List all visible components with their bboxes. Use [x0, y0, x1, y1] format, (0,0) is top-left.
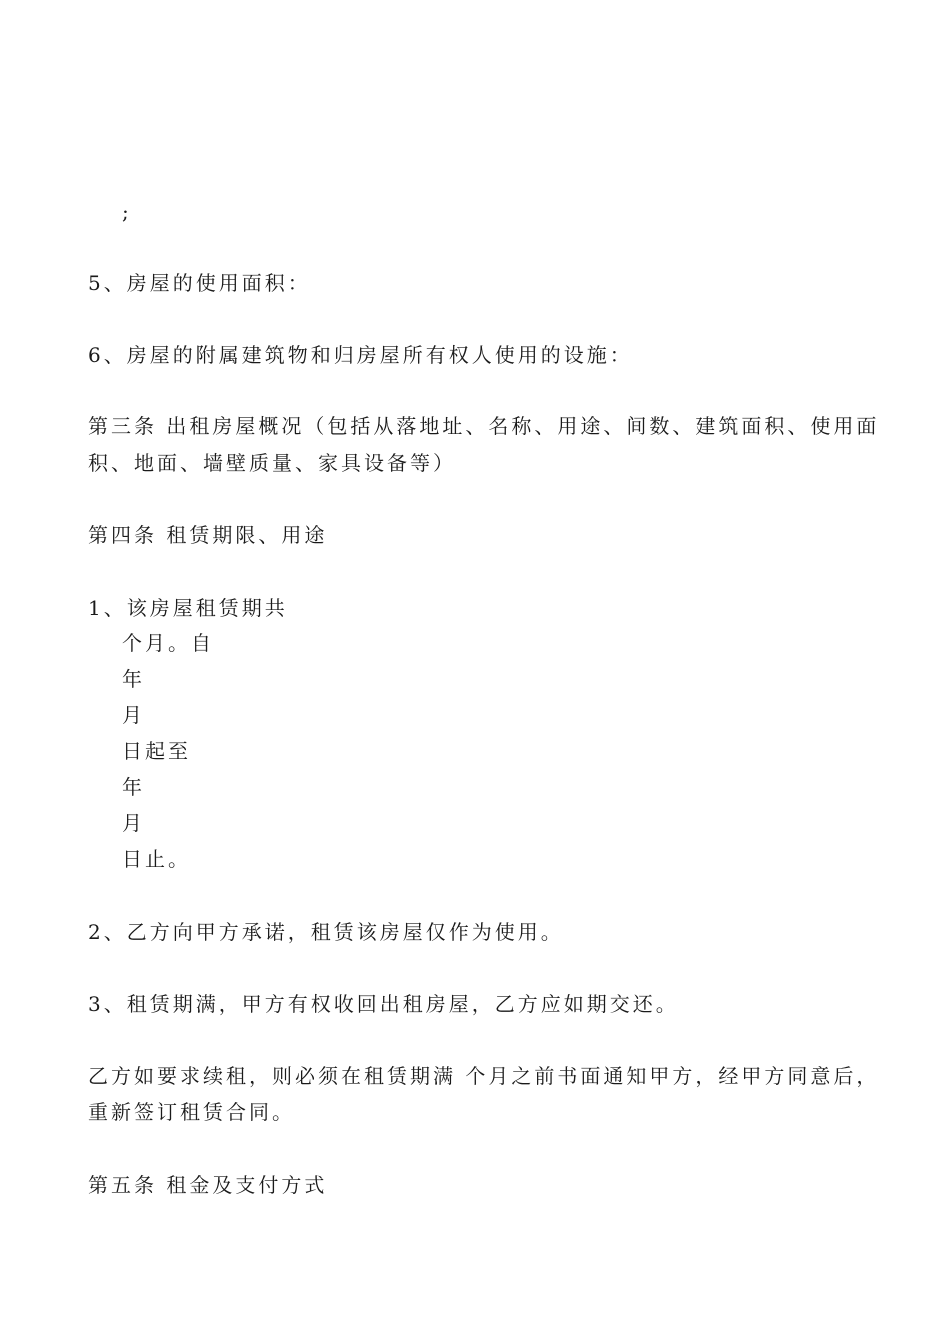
lease-term-start-day: 日起至 [122, 739, 191, 763]
renewal-clause-line-2: 重新签订租赁合同。 [88, 1100, 295, 1124]
lease-term-end-year: 年 [122, 775, 145, 799]
item-5-usable-area: 5、房屋的使用面积： [88, 271, 311, 295]
article-5-heading: 第五条 租金及支付方式 [88, 1173, 328, 1197]
renewal-clause-line-1: 乙方如要求续租，则必须在租赁期满 个月之前书面通知甲方，经甲方同意后， [88, 1064, 880, 1088]
lease-term-start-year: 年 [122, 667, 145, 691]
article-3-heading-line-1: 第三条 出租房屋概况（包括从落地址、名称、用途、间数、建筑面积、使用面 [88, 414, 880, 438]
item-6-facilities: 6、房屋的附属建筑物和归房屋所有权人使用的设施： [88, 343, 633, 367]
lease-term-end-day: 日止。 [122, 847, 191, 871]
lease-term-end-month: 月 [122, 811, 145, 835]
item-3-lease-expiry: 3、租赁期满，甲方有权收回出租房屋，乙方应如期交还。 [88, 992, 679, 1016]
lease-term-intro: 1、该房屋租赁期共 [88, 596, 288, 620]
item-2-usage-promise: 2、乙方向甲方承诺，租赁该房屋仅作为使用。 [88, 920, 564, 944]
lease-term-months: 个月。自 [122, 631, 214, 655]
article-3-heading-line-2: 积、地面、墙壁质量、家具设备等） [88, 451, 456, 475]
semicolon-line: ; [122, 200, 132, 224]
lease-term-start-month: 月 [122, 703, 145, 727]
article-4-heading: 第四条 租赁期限、用途 [88, 523, 328, 547]
